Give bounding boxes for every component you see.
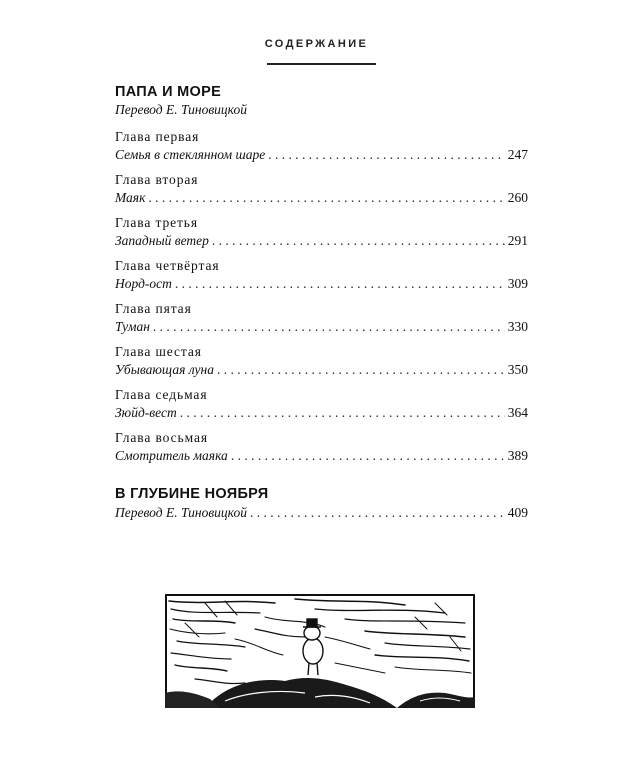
chapter-name: Норд-ост: [115, 276, 172, 291]
moomin-papa-on-rocks-illustration: [165, 593, 475, 708]
dot-leader: [180, 404, 505, 422]
toc-entry[interactable]: [115, 429, 528, 465]
page-number: 389: [507, 448, 528, 463]
section-title: ПАПА И МОРЕ: [115, 84, 222, 100]
page-number: 409: [507, 505, 528, 520]
page-number: 364: [507, 405, 528, 420]
page-number: 247: [507, 147, 528, 162]
toc-section-late-november: [115, 485, 528, 522]
chapter-name: Семья в стеклянном шаре: [115, 147, 266, 162]
chapter-name: Убывающая луна: [115, 362, 214, 377]
toc-entry[interactable]: [115, 386, 528, 422]
dot-leader: [231, 447, 505, 465]
chapter-row: [115, 189, 528, 207]
dot-leader: [268, 146, 505, 164]
page-number: 291: [507, 233, 528, 248]
chapter-label: Глава четвёртая: [115, 258, 220, 273]
chapter-name: Зюйд-вест: [115, 405, 177, 420]
toc-entry[interactable]: [115, 343, 528, 379]
toc-entry[interactable]: [115, 128, 528, 164]
chapter-label: Глава вторая: [115, 172, 199, 187]
chapter-label: Глава третья: [115, 215, 198, 230]
chapter-label: Глава седьмая: [115, 387, 208, 402]
toc-entry[interactable]: [115, 257, 528, 293]
toc-entry[interactable]: [115, 504, 528, 522]
toc-entry[interactable]: [115, 300, 528, 336]
toc-section-papa-and-sea: [115, 83, 528, 465]
section-translator: Перевод Е. Тиновицкой: [115, 505, 247, 520]
chapter-row: [115, 404, 528, 422]
page-number: 330: [507, 319, 528, 334]
chapter-row: [115, 447, 528, 465]
chapter-row: [115, 361, 528, 379]
chapter-row: [115, 318, 528, 336]
dot-leader: [175, 275, 505, 293]
chapter-row: [115, 146, 528, 164]
table-of-contents: [115, 83, 528, 522]
toc-entry[interactable]: [115, 214, 528, 250]
page-number: 260: [507, 190, 528, 205]
chapter-label: Глава пятая: [115, 301, 192, 316]
page-header: [0, 38, 633, 50]
dot-leader: [153, 318, 505, 336]
chapter-name: Маяк: [115, 190, 146, 205]
section-translator: Перевод Е. Тиновицкой: [115, 102, 247, 117]
page-title: СОДЕРЖАНИЕ: [264, 38, 369, 50]
chapter-name: Смотритель маяка: [115, 448, 228, 463]
page-number: 350: [507, 362, 528, 377]
section-title: В ГЛУБИНЕ НОЯБРЯ: [115, 486, 269, 502]
chapter-list: [115, 128, 528, 465]
dot-leader: [212, 232, 505, 250]
chapter-row: [115, 232, 528, 250]
chapter-label: Глава восьмая: [115, 430, 208, 445]
chapter-label: Глава шестая: [115, 344, 202, 359]
chapter-label: Глава первая: [115, 129, 200, 144]
toc-entry[interactable]: [115, 171, 528, 207]
dot-leader: [217, 361, 505, 379]
chapter-row: [115, 275, 528, 293]
page-number: 309: [507, 276, 528, 291]
title-underline: [267, 63, 376, 65]
dot-leader: [148, 189, 504, 207]
dot-leader: [250, 504, 505, 522]
chapter-name: Туман: [115, 319, 150, 334]
chapter-name: Западный ветер: [115, 233, 209, 248]
